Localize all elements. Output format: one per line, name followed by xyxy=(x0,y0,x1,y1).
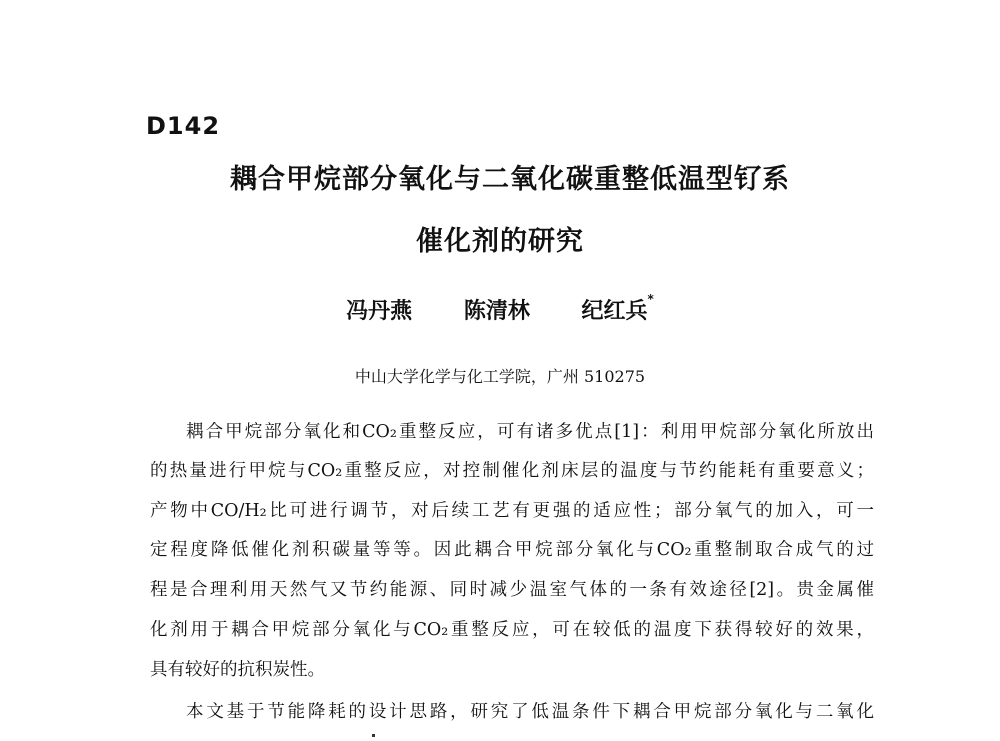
body-line-3: 产物中CO/H₂比可进行调节，对后续工艺有更强的适应性；部分氧气的加入，可一 xyxy=(150,501,874,521)
body-line-8: 本文基于节能降耗的设计思路，研究了低温条件下耦合甲烷部分氧化与二氧化 xyxy=(186,702,874,722)
author-1: 冯丹燕 xyxy=(346,299,413,324)
body-line-4: 定程度降低催化剂积碳量等等。因此耦合甲烷部分氧化与CO₂重整制取合成气的过 xyxy=(150,540,874,560)
paper-title-line-1: 耦合甲烷部分氧化与二氧化碳重整低温型钌系 xyxy=(230,164,790,195)
classification-code: D142 xyxy=(146,112,221,140)
author-3-name: 纪红兵 xyxy=(581,299,648,324)
author-list xyxy=(0,294,1000,325)
scan-speck xyxy=(372,734,375,737)
paper-title-line-2: 催化剂的研究 xyxy=(416,226,584,257)
body-line-6: 化剂用于耦合甲烷部分氧化与CO₂重整反应，可在较低的温度下获得较好的效果， xyxy=(150,620,874,640)
body-line-1: 耦合甲烷部分氧化和CO₂重整反应，可有诸多优点[1]：利用甲烷部分氧化所放出 xyxy=(186,422,874,442)
body-line-5: 程是合理利用天然气又节约能源、同时减少温室气体的一条有效途径[2]。贵金属催 xyxy=(150,580,874,600)
corresponding-author-mark: * xyxy=(647,292,654,306)
body-line-7: 具有较好的抗积炭性。 xyxy=(150,660,325,680)
author-3 xyxy=(581,292,654,324)
affiliation: 中山大学化学与化工学院，广州 510275 xyxy=(354,367,646,386)
author-2: 陈清林 xyxy=(463,299,530,324)
body-line-2: 的热量进行甲烷与CO₂重整反应，对控制催化剂床层的温度与节约能耗有重要意义； xyxy=(150,461,874,481)
